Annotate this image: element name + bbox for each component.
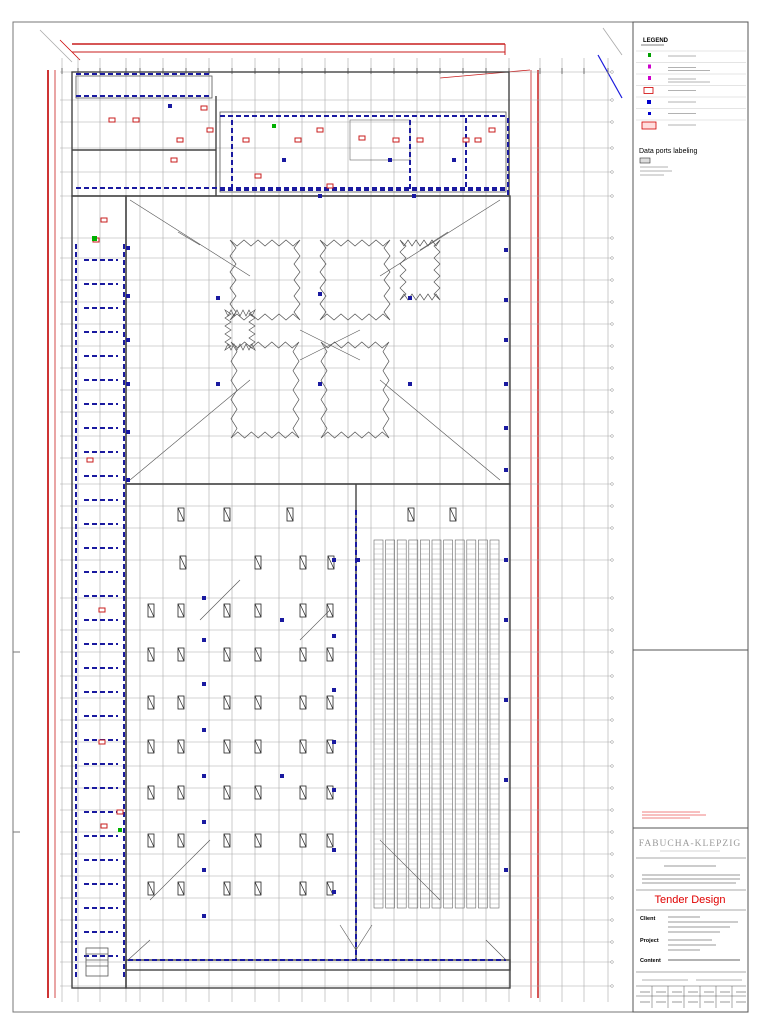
data-outlet — [504, 338, 508, 342]
grid-bubble — [611, 171, 614, 174]
firm-name: FABUCHA-KLEPZIG — [638, 839, 742, 849]
grid-bubble — [611, 809, 614, 812]
grid-bubble — [611, 121, 614, 124]
power-outlet — [295, 138, 301, 142]
building-outline — [72, 72, 510, 988]
structural-grid — [60, 58, 613, 1002]
legend — [636, 38, 746, 129]
data-outlet — [318, 292, 322, 296]
power-outlet — [243, 138, 249, 142]
grid-bubble — [611, 147, 614, 150]
data-outlet — [504, 868, 508, 872]
grid-bubble — [611, 697, 614, 700]
data-outlet — [202, 820, 206, 824]
data-ports-title: Data ports labeling — [639, 148, 698, 155]
power-outlet — [359, 136, 365, 140]
power-outlet — [101, 218, 107, 222]
power-outlet — [99, 608, 105, 612]
power-outlet — [417, 138, 423, 142]
office-area — [76, 76, 506, 192]
data-outlet — [216, 296, 220, 300]
grid-bubble — [611, 719, 614, 722]
data-outlet — [504, 698, 508, 702]
grid-bubble — [611, 651, 614, 654]
grid-bubble — [611, 457, 614, 460]
project-status: Tender Design — [654, 894, 726, 906]
grid-bubble — [611, 919, 614, 922]
data-outlet — [202, 914, 206, 918]
machinery-layout — [225, 240, 440, 438]
power-outlet — [317, 128, 323, 132]
data-outlet — [126, 478, 130, 482]
data-outlet — [202, 728, 206, 732]
legend-symbol — [644, 88, 653, 94]
data-port-symbol — [640, 158, 650, 163]
data-outlet — [412, 194, 416, 198]
grid-bubble — [611, 941, 614, 944]
data-outlet — [280, 618, 284, 622]
light-fixtures — [148, 508, 456, 895]
grid-bubble — [611, 279, 614, 282]
blue-cable-routes — [76, 74, 508, 980]
content-label: Content — [640, 958, 661, 964]
grid-bubble — [611, 897, 614, 900]
data-outlet — [202, 774, 206, 778]
grid-bubble — [611, 411, 614, 414]
client-label: Client — [640, 916, 656, 922]
data-outlet — [388, 158, 392, 162]
grid-bubble — [611, 961, 614, 964]
power-outlet — [109, 118, 115, 122]
data-outlet — [356, 558, 360, 562]
data-outlet — [332, 740, 336, 744]
grid-bubble — [611, 99, 614, 102]
legend-symbol — [648, 53, 651, 57]
data-outlet — [504, 248, 508, 252]
grid-bubble — [611, 675, 614, 678]
legend-symbol — [648, 76, 651, 80]
grid-bubble — [611, 875, 614, 878]
data-outlet — [332, 634, 336, 638]
grid-bubble — [611, 831, 614, 834]
grid-bubble — [611, 435, 614, 438]
project-label: Project — [640, 938, 659, 944]
data-outlet — [202, 868, 206, 872]
data-outlet — [332, 848, 336, 852]
cable-diagonal — [178, 232, 200, 245]
power-outlet — [489, 128, 495, 132]
power-outlet — [87, 458, 93, 462]
legend-symbol — [648, 65, 651, 69]
title-block — [633, 650, 748, 1008]
power-outlet — [207, 128, 213, 132]
grid-bubble — [611, 985, 614, 988]
machine-outline — [400, 240, 440, 300]
green-markers — [92, 124, 276, 832]
grid-bubble — [611, 741, 614, 744]
grid-bubble — [611, 323, 614, 326]
power-outlet — [101, 824, 107, 828]
grid-bubble — [611, 765, 614, 768]
data-outlet — [216, 382, 220, 386]
title-column-frame — [633, 22, 748, 1012]
data-outlet — [504, 426, 508, 430]
legend-symbol — [648, 112, 651, 115]
power-outlet — [475, 138, 481, 142]
power-outlet — [117, 810, 123, 814]
data-outlet — [504, 382, 508, 386]
data-outlet — [202, 682, 206, 686]
cable-diagonal — [420, 232, 448, 250]
data-outlet — [504, 778, 508, 782]
data-outlet — [126, 382, 130, 386]
grid-bubble — [611, 787, 614, 790]
power-outlet — [327, 184, 333, 188]
data-outlet — [126, 246, 130, 250]
grid-bubble — [611, 853, 614, 856]
grid-bubble — [611, 483, 614, 486]
power-outlet — [463, 138, 469, 142]
data-outlet — [452, 158, 456, 162]
data-outlet — [504, 558, 508, 562]
cable-diagonal — [486, 940, 506, 960]
power-outlet — [133, 118, 139, 122]
grid-bubble — [611, 527, 614, 530]
data-outlet — [126, 338, 130, 342]
grid-bubble — [611, 345, 614, 348]
grid-bubble — [611, 71, 614, 74]
data-outlet — [332, 558, 336, 562]
power-outlet — [177, 138, 183, 142]
data-outlet — [408, 382, 412, 386]
power-outlet — [255, 174, 261, 178]
data-outlet — [168, 104, 172, 108]
data-outlet — [504, 618, 508, 622]
data-outlet — [280, 774, 284, 778]
data-outlet — [504, 468, 508, 472]
grid-bubble — [611, 559, 614, 562]
cable-diagonals — [128, 200, 506, 960]
data-outlet — [332, 688, 336, 692]
power-outlet — [99, 740, 105, 744]
data-outlet — [504, 298, 508, 302]
data-outlet — [332, 890, 336, 894]
cable-diagonal — [128, 940, 150, 960]
data-outlet — [408, 296, 412, 300]
grid-bubble — [611, 301, 614, 304]
data-outlet — [282, 158, 286, 162]
data-outlet — [202, 596, 206, 600]
data-ports-labeling — [639, 148, 697, 175]
data-outlet — [332, 788, 336, 792]
grid-bubble — [611, 367, 614, 370]
legend-title: LEGEND — [643, 38, 669, 44]
power-outlet — [171, 158, 177, 162]
grid-bubble — [611, 629, 614, 632]
power-outlet — [201, 106, 207, 110]
data-outlet — [126, 430, 130, 434]
machine-outline — [225, 310, 255, 350]
legend-symbol — [647, 100, 651, 104]
grid-bubble — [611, 505, 614, 508]
cable-diagonal — [356, 925, 372, 950]
grid-bubble — [611, 237, 614, 240]
power-outlet — [393, 138, 399, 142]
data-outlet — [126, 294, 130, 298]
data-outlet — [318, 194, 322, 198]
grid-bubble — [611, 257, 614, 260]
data-outlet — [202, 638, 206, 642]
data-outlet — [318, 382, 322, 386]
grid-bubble — [611, 195, 614, 198]
legend-symbol — [642, 122, 656, 129]
grid-bubble — [611, 389, 614, 392]
grid-bubble — [611, 597, 614, 600]
